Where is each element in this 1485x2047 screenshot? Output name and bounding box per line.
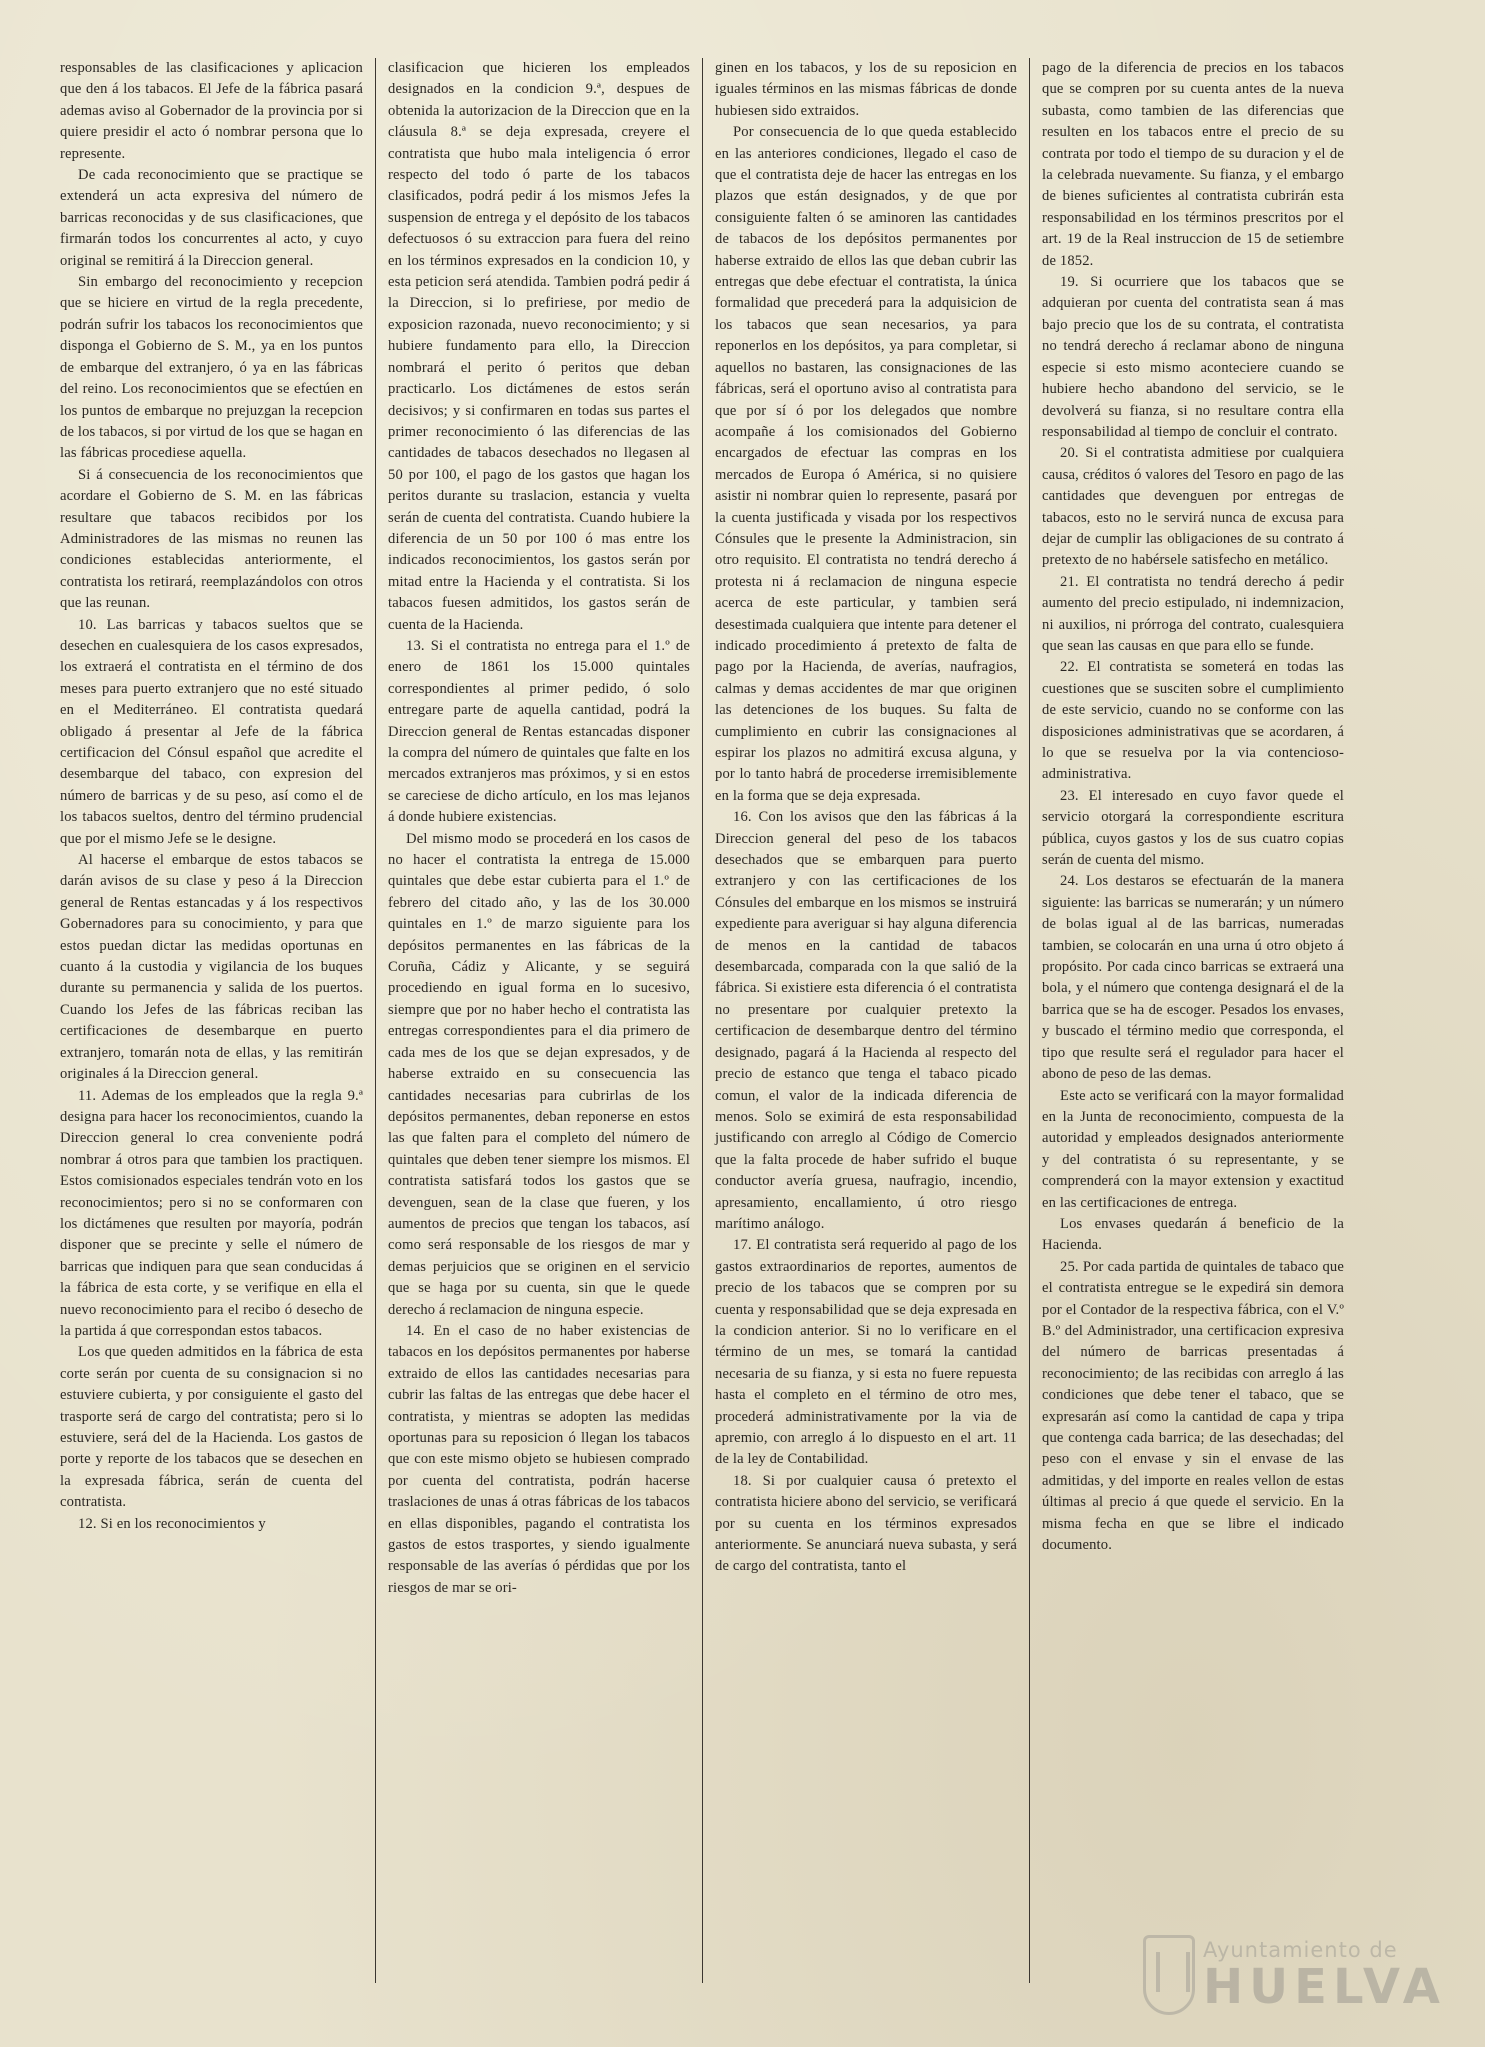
paragraph: 22. El contratista se someterá en todas las cuestiones que se susciten sobre el cumplimiento de este servicio, cuando no se conforme con las disposiciones administrativas que se acordaren, á lo que se resuelva por la via contencioso-administrativa. xyxy=(1042,659,1344,783)
archive-watermark xyxy=(1143,1921,1463,2029)
paragraph: 10. Las barricas y tabacos sueltos que se desechen en cualesquiera de los casos expresados, los extraerá el contratista en el término de dos meses para puerto extranjero que no esté situado en el Mediterráneo. El contratista quedará obligado á presentar al Jefe de la fábrica certificacion del Cónsul español que acredite el desembarque del tabaco, con expresion del número de barricas y de su peso, así como el de los tabacos sueltos, dentro del término prudencial que por el mismo Jefe se le designe. xyxy=(60,616,363,847)
paragraph: 20. Si el contratista admitiese por cualquiera causa, créditos ó valores del Tesoro en pago de las cantidades que devenguen por entregas de tabacos, esto no le servirá nunca de excusa para dejar de cumplir las obligaciones de su contrato á pretexto de no habérsele satisfecho en metálico. xyxy=(1042,445,1344,569)
paragraph: Si á consecuencia de los reconocimientos que acordare el Gobierno de S. M. en las fábricas resultare que tabacos recibidos por los Administradores de las mismas no reunen las condiciones establecidas anteriormente, el contratista los retirará, reemplazándolos con otros que las reunan. xyxy=(60,466,363,612)
paragraph: responsables de las clasificaciones y aplicacion que den á los tabacos. El Jefe de la fábrica pasará ademas aviso al Gobernador de la provincia por si quiere presidir el acto ó nombrar persona que lo represente. xyxy=(60,60,363,162)
paragraph: ginen en los tabacos, y los de su reposicion en iguales términos en las mismas fábricas de donde hubiesen sido extraidos. xyxy=(715,60,1017,119)
paragraph: 18. Si por cualquier causa ó pretexto el contratista hiciere abono del servicio, se verificará por su cuenta en los términos expresados anteriormente. Se anunciará nueva subasta, y será de cargo del contratista, tanto el xyxy=(715,1472,1017,1575)
watermark-line-1: Ayuntamiento de xyxy=(1203,1938,1398,1962)
paragraph: Este acto se verificará con la mayor formalidad en la Junta de reconocimiento, compuesta de la autoridad y empleados designados anteriormente y del contratista ó su representante, y se comprenderá con la mayor extension y exactitud en las certificaciones de entrega. xyxy=(1042,1087,1344,1211)
paragraph: 25. Por cada partida de quintales de tabaco que el contratista entregue se le expedirá sin demora por el Contador de la respectiva fábrica, con el V.º B.º del Administrador, una certificacion expresiva del número de barricas presentadas á reconocimiento; de las recibidas con arreglo á las condiciones que debe tener el tabaco, que se expresarán así como la cantidad de capa y tripa que contenga cada barrica; de las desechadas; del peso con el envase y sin el envase de las admitidas, y del importe en reales vellon de estas últimas al precio á que quede el servicio. En la misma fecha en que se libre el indicado documento. xyxy=(1042,1258,1344,1554)
paragraph: 19. Si ocurriere que los tabacos que se adquieran por cuenta del contratista sean á mas bajo precio que los de su contrata, el contratista no tendrá derecho á reclamar abono de ninguna especie si esto mismo aconteciere cuando se hubiere hecho abandono del servicio, se le devolverá su fianza, si no resultare contra ella responsabilidad al tiempo de concluir el contrato. xyxy=(1042,274,1344,440)
paragraph: 23. El interesado en cuyo favor quede el servicio otorgará la correspondiente escritura pública, cuyos gastos y los de sus cuatro copias serán de cuenta del mismo. xyxy=(1042,787,1344,869)
coat-of-arms-icon xyxy=(1143,1935,1195,2015)
column-2 xyxy=(375,58,702,1983)
watermark-text xyxy=(1203,1938,1446,2015)
paragraph: 11. Ademas de los empleados que la regla 9.ª designa para hacer los reconocimientos, cuando la Direccion general lo crea conveniente podrá nombrar á otros para que tambien los practiquen. Estos comisionados especiales tendrán voto en los reconocimientos; pero si no se conformaren con los dictámenes que resulten por mayoría, podrán disponer que se precinte y selle el número de barricas que indiquen para que sean conducidas á la fábrica de esta corte, y se verifique en ella el nuevo reconocimiento para el recibo ó desecho de la partida á que correspondan estos tabacos. xyxy=(60,1087,363,1339)
column-1 xyxy=(48,58,375,1983)
paragraph: 16. Con los avisos que den las fábricas á la Direccion general del peso de los tabacos desechados que se embarquen para puerto extranjero y con las certificaciones de los Cónsules del embarque en los mismos se instruirá expediente para averiguar si hay alguna diferencia de menos en la cantidad de tabacos desembarcada, comparada con la que salió de la fábrica. Si existiere esta diferencia ó el contratista no presentare por cualquier pretexto la certificacion de desembarque dentro del término designado, pagará á la Hacienda al respecto del precio de estanco que tenga el tabaco picado comun, el valor de la indicada diferencia de menos. Solo se eximirá de esta responsabilidad justificando con arreglo al Código de Comercio que la falta procede de haber sufrido el buque conductor avería gruesa, naufragio, incendio, apresamiento, encallamiento, ú otro riesgo marítimo análogo. xyxy=(715,809,1017,1232)
paragraph: 13. Si el contratista no entrega para el 1.º de enero de 1861 los 15.000 quintales correspondientes al primer pedido, ó solo entregare parte de aquella cantidad, podrá la Direccion general de Rentas estancadas disponer la compra del número de quintales que falte en los mercados extranjeros mas próximos, y si en estos se careciese de dicho artículo, en los mas lejanos á donde hubiere existencias. xyxy=(388,637,690,826)
paragraph: De cada reconocimiento que se practique se extenderá un acta expresiva del número de barricas reconocidas y de sus clasificaciones, que firmarán todos los concurrentes al acto, y cuyo original se remitirá á la Direccion general. xyxy=(60,167,363,269)
text-columns xyxy=(48,58,1358,1983)
paragraph: Los envases quedarán á beneficio de la Hacienda. xyxy=(1042,1215,1344,1254)
paragraph: Por consecuencia de lo que queda establecido en las anteriores condiciones, llegado el caso de que el contratista deje de hacer las entregas en los plazos que están designados, y de que por consiguiente falten ó se aminoren las cantidades de tabacos de los depósitos permanentes por haberse extraido de ellos las que deban cubrir las entregas que debe efectuar el contratista, la única formalidad que precederá para la adquisicion de los tabacos que sean necesarios, ya para reponerlos en los depósitos, ya para completar, si aquellos no bastaren, las consignaciones de las fábricas, será el oportuno aviso al contratista para que por sí ó por los delegados que nombre acompañe á los comisionados del Gobierno encargados de efectuar las compras en los mercados de Europa ó América, si no quisiere asistir ni nombrar quien lo represente, pasará por la cuenta justificada y visada por los respectivos Cónsules que le presente la Administracion, sin otro requisito. El contratista no tendrá derecho á protesta ni á reclamacion de ninguna especie acerca de este particular, y tambien será desestimada cualquiera que intente para detener el indicado procedimiento á pretexto de falta de pago por la Hacienda, de averías, naufragios, calmas y demas accidentes de mar que originen las detenciones de los buques. Su falta de cumplimiento en cubrir las consignaciones al espirar los plazos no admitirá excusa alguna, y por lo tanto habrá de procederse irremisiblemente en la forma que se deja expresada. xyxy=(715,124,1017,804)
paragraph: clasificacion que hicieren los empleados designados en la condicion 9.ª, despues de obtenida la autorizacion de la Direccion que en la cláusula 8.ª se deja expresada, creyere el contratista que hubo mala inteligencia ó error respecto del todo ó parte de los tabacos clasificados, podrá pedir á los mismos Jefes la suspension de entrega y el depósito de los tabacos defectuosos ó su extraccion para fuera del reino en los términos expresados en la condicion 10, y esta peticion será atendida. Tambien podrá pedir á la Direccion, si lo prefiriese, por medio de exposicion razonada, nuevo reconocimiento; y si hubiere fundamento para ello, la Direccion nombrará el perito ó peritos que deban practicarlo. Los dictámenes de estos serán decisivos; y si confirmaren en todas sus partes el primer reconocimiento ó las diferencias de las cantidades de tabacos desechados no llegasen al 50 por 100, el pago de los gastos que hagan los peritos durante su traslacion, estancia y vuelta serán de cuenta del contratista. Cuando hubiere la diferencia de un 50 por 100 ó mas entre los indicados reconocimientos, los gastos serán por mitad entre la Hacienda y el contratista. Si los tabacos fuesen admitidos, los gastos serán de cuenta de la Hacienda. xyxy=(388,60,690,633)
paragraph: 12. Si en los reconocimientos y xyxy=(78,1515,266,1532)
paragraph: Del mismo modo se procederá en los casos de no hacer el contratista la entrega de 15.000 quintales que debe estar cubierta para el 1.º de febrero del citado año, y las de los 30.000 quintales en 1.º de marzo siguiente para los depósitos permanentes en las fábricas de la Coruña, Cádiz y Alicante, y se seguirá procediendo en igual forma en lo sucesivo, siempre que por no haber hecho el contratista las entregas correspondientes para el dia primero de cada mes de los que se dejan expresados, y de haberse extraido en su consecuencia las cantidades necesarias para cubrirlas de los depósitos permanentes, deban reponerse en estos las que falten para el completo del número de quintales que deben tener siempre los mismos. El contratista satisfará todos los gastos que se devenguen, sean de la clase que fueren, y los aumentos de precios que tengan los tabacos, así como será responsable de los riesgos de mar y demas perjuicios que se originen en el servicio que se haga por su cuenta, sin que le quede derecho á reclamacion de ninguna especie. xyxy=(388,830,690,1318)
watermark-line-2: HUELVA xyxy=(1203,1959,1446,2015)
column-3 xyxy=(702,58,1029,1983)
paragraph: 24. Los destaros se efectuarán de la manera siguiente: las barricas se numerarán; y un número de bolas igual al de las barricas, numeradas tambien, se colocarán en una urna ú otro objeto á propósito. Por cada cinco barricas se extraerá una bola, y el número que contenga designará el de la barrica que se ha de escoger. Pesados los envases, y buscado el término medio que corresponda, el tipo que resulte será el regulador para hacer el abono de peso de las demas. xyxy=(1042,873,1344,1083)
paragraph: Sin embargo del reconocimiento y recepcion que se hiciere en virtud de la regla precedente, podrán sufrir los tabacos los reconocimientos que disponga el Gobierno de S. M., ya en los puntos de embarque del extranjero, ó ya en las fábricas del reino. Los reconocimientos que se efectúen en los puntos de embarque no prejuzgan la recepcion de los tabacos, si por virtud de los que se hagan en las fábricas procediese aquella. xyxy=(60,274,363,462)
column-4 xyxy=(1029,58,1356,1983)
paragraph: Los que queden admitidos en la fábrica de esta corte serán por cuenta de su consignacion si no estuviere cubierta, y por consiguiente el gasto del trasporte será de cargo del contratista; pero si lo estuviere, será del de la Hacienda. Los gastos de porte y reporte de los tabacos que se desechen en la expresada fábrica, serán de cuenta del contratista. xyxy=(60,1344,363,1511)
paragraph: pago de la diferencia de precios en los tabacos que se compren por su cuenta antes de la nueva subasta, como tambien de las diferencias que resulten en los tabacos entre el precio de su contrata por todo el tiempo de su duracion y el de la celebrada nuevamente. Su fianza, y el embargo de bienes suficientes al contratista cubrirán esta responsabilidad en los términos prescritos por el art. 19 de la Real instruccion de 15 de setiembre de 1852. xyxy=(1042,60,1344,269)
paragraph: 14. En el caso de no haber existencias de tabacos en los depósitos permanentes por haberse extraido de ellos las cantidades necesarias para cubrir las faltas de las entregas que debe hacer el contratista, y mientras se adopten las medidas oportunas para su reposicion ó llegan los tabacos que con este mismo objeto se hubiesen comprado por cuenta del contratista, podrán hacerse traslaciones de unas á otras fábricas de los tabacos en ellas disponibles, pagando el contratista los gastos de estos trasportes, y siendo igualmente responsable de las averías ó pérdidas que por los riesgos de mar se ori- xyxy=(388,1322,690,1596)
paragraph: 17. El contratista será requerido al pago de los gastos extraordinarios de reportes, aumentos de precio de los tabacos que se compren por su cuenta y responsabilidad que se deja expresada en la condicion anterior. Si no lo verificare en el término de un mes, se tomará la cantidad necesaria de su fianza, y si esta no fuere repuesta hasta el completo en el término de otro mes, procederá administrativamente por la via de apremio, con arreglo á lo dispuesto en el art. 11 de la ley de Contabilidad. xyxy=(715,1237,1017,1468)
paragraph: 21. El contratista no tendrá derecho á pedir aumento del precio estipulado, ni indemnizacion, ni auxilios, ni prórroga del contrato, cualesquiera que sean las causas en que para ello se funde. xyxy=(1042,573,1344,654)
paragraph: Al hacerse el embarque de estos tabacos se darán avisos de su clase y peso á la Direccion general de Rentas estancadas y á los respectivos Gobernadores para su conocimiento, y para que estos puedan dictar las medidas oportunas en cuanto á la custodia y vigilancia de los buques durante su permanencia y salida de los puertos. Cuando los Jefes de las fábricas reciban las certificaciones de desembarque en puerto extranjero, tomarán nota de ellas, y las remitirán originales á la Direccion general. xyxy=(60,852,363,1083)
